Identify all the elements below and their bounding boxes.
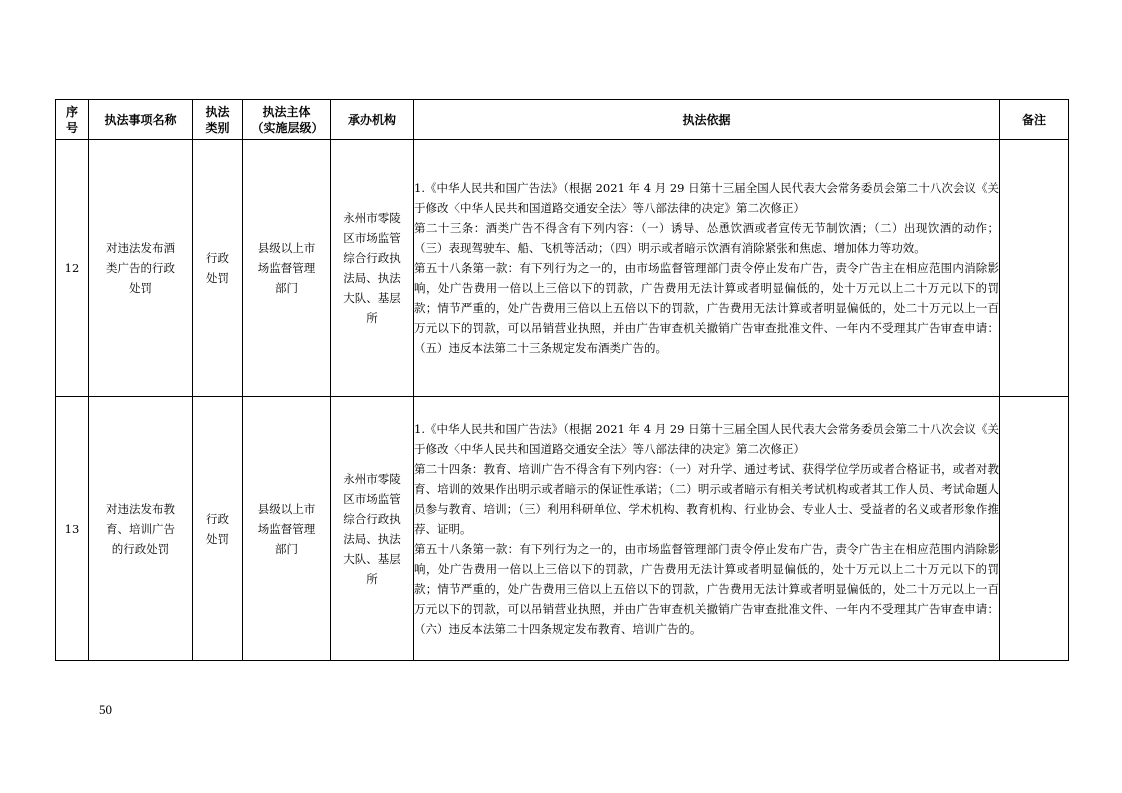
basis-paragraph: 第五十八条第一款：有下列行为之一的，由市场监督管理部门责令停止发布广告，责令广告主在相应范围内消除影响，处广告费用一倍以上三倍以下的罚款，广告费用无法计算或者明显偏低的，处十万元以上二十万元以下的罚款；情节严重的，处广告费用三倍以上五倍以下的罚款，广告费用无法计算或者明显偏低的，处二十万元以上一百万元以下的罚款，可以吊销营业执照，并由广告审查机关撤销广告审查批准文件、一年内不受理其广告审查申请：（五）违反本法第二十三条规定发布酒类广告的。 [414,261,999,355]
basis-paragraph: 1.《中华人民共和国广告法》（根据 2021 年 4 月 29 日第十三届全国人民代表大会常务委员会第二十八次会议《关于修改〈中华人民共和国道路交通安全法〉等八部法律的决定》第二次修正） [414,421,999,456]
table-row [56,397,1069,661]
header-subject: 执法主体（实施层级） [243,100,331,140]
basis-paragraph: 1.《中华人民共和国广告法》（根据 2021 年 4 月 29 日第十三届全国人民代表大会常务委员会第二十八次会议《关于修改〈中华人民共和国道路交通安全法〉等八部法律的决定》第二次修正） [414,181,999,215]
row-subject: 县级以上市场监督管理部门 [243,397,331,661]
basis-paragraph: 第二十四条：教育、培训广告不得含有下列内容：（一）对升学、通过考试、获得学位学历或者合格证书，或者对教育、培训的效果作出明示或者暗示的保证性承诺；（二）明示或者暗示有相关考试机构或者其工作人员、考试命题人员参与教育、培训；（三）利用科研单位、学术机构、教育机构、行业协会、专业人士、受益者的名义或者形象作推荐、证明。 [414,461,999,536]
enforcement-table [55,99,1069,661]
row-item-name: 对违法发布教育、培训广告的行政处罚 [89,397,193,661]
row-remarks [1000,397,1069,661]
row-org: 永州市零陵区市场监管综合行政执法局、执法大队、基层所 [331,140,414,397]
basis-paragraph: 第五十八条第一款：有下列行为之一的，由市场监督管理部门责令停止发布广告，责令广告主在相应范围内消除影响，处广告费用一倍以上三倍以下的罚款，广告费用无法计算或者明显偏低的，处十万元以上二十万元以下的罚款；情节严重的，处广告费用三倍以上五倍以下的罚款，广告费用无法计算或者明显偏低的，处二十万元以上一百万元以下的罚款，可以吊销营业执照，并由广告审查机关撤销广告审查批准文件、一年内不受理其广告审查申请：（六）违反本法第二十四条规定发布教育、培训广告的。 [414,541,999,636]
page-number: 50 [99,702,112,717]
row-no: 13 [56,397,89,661]
header-org: 承办机构 [331,100,414,140]
row-basis [414,140,1000,397]
header-row [56,100,1069,140]
row-no: 12 [56,140,89,397]
basis-paragraph: 第二十三条：酒类广告不得含有下列内容：（一）诱导、怂恿饮酒或者宣传无节制饮酒；（二）出现饮酒的动作；（三）表现驾驶车、船、飞机等活动；（四）明示或者暗示饮酒有消除紧张和焦虑、增加体力等功效。 [414,221,999,255]
row-org: 永州市零陵区市场监管综合行政执法局、执法大队、基层所 [331,397,414,661]
table-row [56,140,1069,397]
header-basis: 执法依据 [414,100,1000,140]
row-category: 行政处罚 [193,140,243,397]
row-item-name: 对违法发布酒类广告的行政处罚 [89,140,193,397]
row-remarks [1000,140,1069,397]
header-item-name: 执法事项名称 [89,100,193,140]
header-no: 序号 [56,100,89,140]
header-category: 执法类别 [193,100,243,140]
row-subject: 县级以上市场监督管理部门 [243,140,331,397]
header-remarks: 备注 [1000,100,1069,140]
row-category: 行政处罚 [193,397,243,661]
row-basis [414,397,1000,661]
